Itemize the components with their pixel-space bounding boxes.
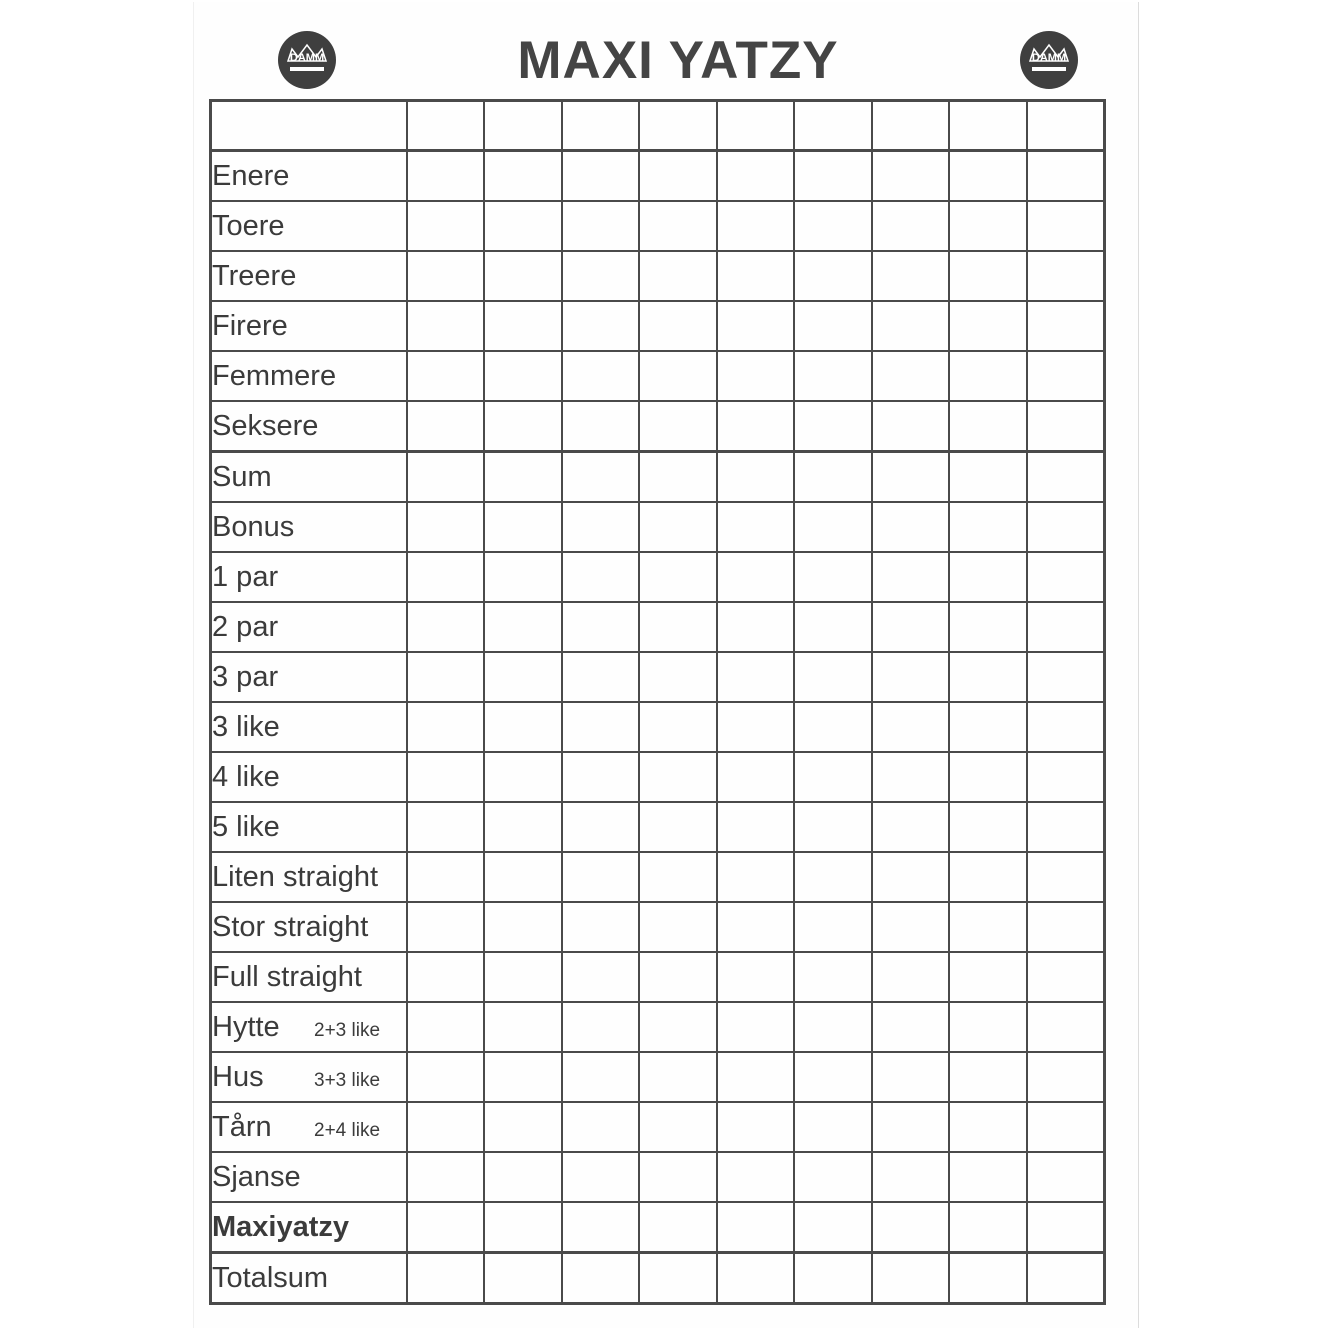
score-row — [211, 1102, 1105, 1152]
row-label — [211, 652, 407, 702]
row-label-text: Full straight — [212, 960, 362, 993]
score-cell[interactable] — [717, 1052, 795, 1102]
score-row — [211, 452, 1105, 503]
row-label-text: Liten straight — [212, 860, 379, 893]
score-cell[interactable] — [1027, 852, 1105, 902]
score-cell[interactable] — [639, 251, 717, 301]
score-cell[interactable] — [717, 251, 795, 301]
score-cell[interactable] — [484, 652, 562, 702]
score-cell[interactable] — [407, 401, 485, 452]
score-cell[interactable] — [639, 952, 717, 1002]
score-cell[interactable] — [872, 552, 950, 602]
score-cell[interactable] — [562, 752, 640, 802]
score-cell[interactable] — [639, 902, 717, 952]
score-cell[interactable] — [794, 802, 872, 852]
score-cell[interactable] — [949, 552, 1027, 602]
score-cell[interactable] — [717, 351, 795, 401]
score-cell[interactable] — [949, 952, 1027, 1002]
row-label — [211, 151, 407, 202]
score-cell[interactable] — [872, 301, 950, 351]
score-cell[interactable] — [639, 552, 717, 602]
score-cell[interactable] — [717, 902, 795, 952]
score-cell[interactable] — [949, 502, 1027, 552]
score-cell[interactable] — [407, 1102, 485, 1152]
score-row — [211, 852, 1105, 902]
score-cell[interactable] — [949, 852, 1027, 902]
score-cell[interactable] — [1027, 251, 1105, 301]
score-cell[interactable] — [562, 151, 640, 202]
score-row — [211, 902, 1105, 952]
score-row — [211, 552, 1105, 602]
score-cell[interactable] — [1027, 201, 1105, 251]
row-label — [211, 1202, 407, 1253]
score-cell[interactable] — [794, 502, 872, 552]
row-label — [211, 1253, 407, 1304]
row-label — [211, 902, 407, 952]
score-cell[interactable] — [717, 1202, 795, 1253]
row-label — [211, 502, 407, 552]
row-label-note: 2+3 like — [314, 1019, 381, 1041]
player-name-cell[interactable] — [717, 101, 795, 151]
row-label — [211, 752, 407, 802]
score-cell[interactable] — [639, 1253, 717, 1304]
score-cell[interactable] — [1027, 1152, 1105, 1202]
score-cell[interactable] — [872, 602, 950, 652]
row-label — [211, 201, 407, 251]
row-label — [211, 401, 407, 452]
row-label-text: 2 par — [212, 610, 279, 643]
row-label — [211, 301, 407, 351]
score-cell[interactable] — [1027, 602, 1105, 652]
score-cell[interactable] — [484, 1202, 562, 1253]
score-cell[interactable] — [1027, 452, 1105, 503]
score-cell[interactable] — [1027, 351, 1105, 401]
score-cell[interactable] — [1027, 552, 1105, 602]
score-cell[interactable] — [949, 401, 1027, 452]
score-cell[interactable] — [562, 602, 640, 652]
score-cell[interactable] — [639, 401, 717, 452]
score-cell[interactable] — [717, 201, 795, 251]
score-cell[interactable] — [872, 151, 950, 202]
player-name-cell[interactable] — [484, 101, 562, 151]
score-cell[interactable] — [949, 1253, 1027, 1304]
score-cell[interactable] — [717, 452, 795, 503]
score-cell[interactable] — [407, 151, 485, 202]
score-row — [211, 401, 1105, 452]
score-cell[interactable] — [717, 401, 795, 452]
score-cell[interactable] — [484, 1102, 562, 1152]
score-row — [211, 702, 1105, 752]
row-label-text: Firere — [212, 309, 288, 342]
score-cell[interactable] — [639, 1202, 717, 1253]
score-cell[interactable] — [1027, 401, 1105, 452]
row-label-text: Hytte — [212, 1010, 280, 1043]
row-label-text: Enere — [212, 159, 290, 192]
row-label — [211, 251, 407, 301]
score-cell[interactable] — [872, 1152, 950, 1202]
row-label — [211, 552, 407, 602]
score-cell[interactable] — [407, 902, 485, 952]
row-label — [211, 802, 407, 852]
score-cell[interactable] — [407, 1002, 485, 1052]
score-row — [211, 251, 1105, 301]
score-cell[interactable] — [794, 1002, 872, 1052]
score-cell[interactable] — [949, 1102, 1027, 1152]
score-cell[interactable] — [562, 952, 640, 1002]
score-cell[interactable] — [872, 702, 950, 752]
score-cell[interactable] — [794, 301, 872, 351]
score-cell[interactable] — [794, 702, 872, 752]
score-cell[interactable] — [484, 852, 562, 902]
row-label — [211, 1052, 407, 1102]
score-cell[interactable] — [639, 652, 717, 702]
score-cell[interactable] — [484, 1253, 562, 1304]
score-cell[interactable] — [949, 301, 1027, 351]
row-label — [211, 702, 407, 752]
score-cell[interactable] — [407, 1152, 485, 1202]
score-row — [211, 502, 1105, 552]
score-cell[interactable] — [794, 151, 872, 202]
score-cell[interactable] — [949, 151, 1027, 202]
score-cell[interactable] — [407, 1052, 485, 1102]
score-cell[interactable] — [484, 452, 562, 503]
score-cell[interactable] — [639, 1052, 717, 1102]
score-cell[interactable] — [794, 201, 872, 251]
score-cell[interactable] — [407, 952, 485, 1002]
score-cell[interactable] — [407, 502, 485, 552]
score-cell[interactable] — [717, 752, 795, 802]
score-cell[interactable] — [639, 702, 717, 752]
score-row — [211, 802, 1105, 852]
score-cell[interactable] — [562, 301, 640, 351]
score-cell[interactable] — [1027, 1052, 1105, 1102]
score-cell[interactable] — [949, 752, 1027, 802]
score-cell[interactable] — [484, 802, 562, 852]
score-cell[interactable] — [1027, 652, 1105, 702]
score-cell[interactable] — [794, 752, 872, 802]
player-name-cell[interactable] — [562, 101, 640, 151]
score-cell[interactable] — [562, 1202, 640, 1253]
score-cell[interactable] — [484, 702, 562, 752]
score-cell[interactable] — [562, 902, 640, 952]
score-cell[interactable] — [639, 301, 717, 351]
row-label — [211, 1152, 407, 1202]
score-cell[interactable] — [872, 201, 950, 251]
logo-text: DAMM — [1031, 52, 1067, 64]
score-cell[interactable] — [484, 502, 562, 552]
row-label-text: 3 par — [212, 660, 279, 693]
score-cell[interactable] — [1027, 1202, 1105, 1253]
score-cell[interactable] — [872, 1253, 950, 1304]
score-cell[interactable] — [949, 351, 1027, 401]
score-cell[interactable] — [794, 401, 872, 452]
score-row — [211, 752, 1105, 802]
score-cell[interactable] — [717, 552, 795, 602]
score-cell[interactable] — [872, 452, 950, 503]
score-cell[interactable] — [639, 201, 717, 251]
player-name-cell[interactable] — [872, 101, 950, 151]
score-cell[interactable] — [639, 351, 717, 401]
score-cell[interactable] — [794, 1253, 872, 1304]
score-row — [211, 652, 1105, 702]
score-cell[interactable] — [1027, 752, 1105, 802]
row-label-text: Bonus — [212, 510, 295, 543]
score-cell[interactable] — [717, 1102, 795, 1152]
row-label-text: 1 par — [212, 560, 279, 593]
row-label — [211, 852, 407, 902]
score-cell[interactable] — [562, 852, 640, 902]
player-name-cell[interactable] — [794, 101, 872, 151]
row-label-text: Sum — [212, 460, 272, 493]
score-cell[interactable] — [562, 802, 640, 852]
score-cell[interactable] — [562, 552, 640, 602]
score-cell[interactable] — [484, 251, 562, 301]
score-cell[interactable] — [1027, 1253, 1105, 1304]
row-label-text: Hus — [212, 1060, 264, 1093]
score-cell[interactable] — [717, 151, 795, 202]
score-cell[interactable] — [1027, 502, 1105, 552]
score-cell[interactable] — [407, 301, 485, 351]
score-cell[interactable] — [949, 452, 1027, 503]
score-cell[interactable] — [1027, 952, 1105, 1002]
score-cell[interactable] — [562, 502, 640, 552]
row-label — [211, 1102, 407, 1152]
score-cell[interactable] — [562, 452, 640, 503]
header-corner-cell — [211, 101, 407, 151]
score-cell[interactable] — [949, 1052, 1027, 1102]
score-cell[interactable] — [949, 1002, 1027, 1052]
player-name-cell[interactable] — [639, 101, 717, 151]
row-label — [211, 602, 407, 652]
score-cell[interactable] — [484, 952, 562, 1002]
score-cell[interactable] — [562, 652, 640, 702]
score-cell[interactable] — [794, 351, 872, 401]
score-cell[interactable] — [794, 1052, 872, 1102]
logo-text: DAMM — [289, 52, 325, 64]
score-cell[interactable] — [484, 752, 562, 802]
score-cell[interactable] — [562, 351, 640, 401]
row-label-note: 2+4 like — [314, 1119, 381, 1141]
score-cell[interactable] — [562, 1002, 640, 1052]
score-cell[interactable] — [1027, 1002, 1105, 1052]
row-label-text: Seksere — [212, 409, 319, 442]
score-cell[interactable] — [562, 201, 640, 251]
score-cell[interactable] — [717, 1253, 795, 1304]
score-cell[interactable] — [484, 151, 562, 202]
score-cell[interactable] — [794, 1152, 872, 1202]
score-cell[interactable] — [484, 1052, 562, 1102]
score-cell[interactable] — [872, 902, 950, 952]
row-label — [211, 1002, 407, 1052]
score-cell[interactable] — [949, 652, 1027, 702]
row-label-text: 5 like — [212, 810, 280, 843]
score-cell[interactable] — [794, 1102, 872, 1152]
score-cell[interactable] — [717, 502, 795, 552]
row-label-text: Tårn — [212, 1110, 272, 1143]
score-cell[interactable] — [484, 401, 562, 452]
score-cell[interactable] — [407, 852, 485, 902]
score-cell[interactable] — [872, 852, 950, 902]
score-cell[interactable] — [407, 452, 485, 503]
score-cell[interactable] — [872, 502, 950, 552]
score-cell[interactable] — [872, 1002, 950, 1052]
score-cell[interactable] — [484, 1002, 562, 1052]
score-cell[interactable] — [717, 602, 795, 652]
score-row — [211, 1202, 1105, 1253]
row-label-text: Treere — [212, 259, 297, 292]
player-name-cell[interactable] — [949, 101, 1027, 151]
score-row — [211, 602, 1105, 652]
row-label-text: 4 like — [212, 760, 280, 793]
score-cell[interactable] — [872, 1052, 950, 1102]
score-cell[interactable] — [872, 251, 950, 301]
score-cell[interactable] — [562, 251, 640, 301]
score-cell[interactable] — [872, 752, 950, 802]
row-label-text: Toere — [212, 209, 285, 242]
score-cell[interactable] — [407, 1202, 485, 1253]
score-cell[interactable] — [639, 151, 717, 202]
score-cell[interactable] — [407, 251, 485, 301]
score-cell[interactable] — [407, 602, 485, 652]
score-cell[interactable] — [794, 952, 872, 1002]
score-row — [211, 1052, 1105, 1102]
page-title: MAXI YATZY — [517, 31, 839, 90]
score-cell[interactable] — [639, 1102, 717, 1152]
score-cell[interactable] — [949, 702, 1027, 752]
score-cell[interactable] — [484, 602, 562, 652]
score-cell[interactable] — [794, 251, 872, 301]
row-label-text: Stor straight — [212, 910, 369, 943]
score-cell[interactable] — [717, 301, 795, 351]
score-row — [211, 151, 1105, 202]
score-cell[interactable] — [407, 652, 485, 702]
score-cell[interactable] — [872, 351, 950, 401]
score-cell[interactable] — [794, 602, 872, 652]
score-row — [211, 1152, 1105, 1202]
score-cell[interactable] — [639, 802, 717, 852]
score-cell[interactable] — [562, 1102, 640, 1152]
score-cell[interactable] — [949, 201, 1027, 251]
row-label — [211, 952, 407, 1002]
score-cell[interactable] — [407, 552, 485, 602]
damm-logo-left — [278, 31, 336, 89]
score-cell[interactable] — [562, 401, 640, 452]
score-cell[interactable] — [407, 201, 485, 251]
row-label — [211, 351, 407, 401]
score-cell[interactable] — [407, 802, 485, 852]
score-row — [211, 301, 1105, 351]
score-cell[interactable] — [872, 952, 950, 1002]
score-cell[interactable] — [484, 301, 562, 351]
score-cell[interactable] — [717, 1002, 795, 1052]
score-cell[interactable] — [1027, 151, 1105, 202]
score-row — [211, 1002, 1105, 1052]
score-row — [211, 201, 1105, 251]
score-cell[interactable] — [639, 452, 717, 503]
score-cell[interactable] — [639, 1152, 717, 1202]
score-cell[interactable] — [1027, 1102, 1105, 1152]
row-label-text: Femmere — [212, 359, 337, 392]
score-cell[interactable] — [949, 802, 1027, 852]
row-label-text: Maxiyatzy — [212, 1210, 350, 1243]
row-label — [211, 452, 407, 503]
score-cell[interactable] — [717, 952, 795, 1002]
score-cell[interactable] — [949, 902, 1027, 952]
score-cell[interactable] — [1027, 702, 1105, 752]
score-cell[interactable] — [872, 1102, 950, 1152]
score-cell[interactable] — [1027, 802, 1105, 852]
score-cell[interactable] — [717, 852, 795, 902]
score-cell[interactable] — [1027, 902, 1105, 952]
score-cell[interactable] — [562, 702, 640, 752]
score-cell[interactable] — [794, 552, 872, 602]
score-cell[interactable] — [872, 802, 950, 852]
score-cell[interactable] — [872, 1202, 950, 1253]
score-cell[interactable] — [949, 1202, 1027, 1253]
score-row — [211, 351, 1105, 401]
score-cell[interactable] — [717, 652, 795, 702]
score-cell[interactable] — [717, 1152, 795, 1202]
score-table — [209, 99, 1106, 1305]
score-cell[interactable] — [794, 452, 872, 503]
score-cell[interactable] — [949, 602, 1027, 652]
score-cell[interactable] — [639, 752, 717, 802]
row-label-text: Sjanse — [212, 1160, 301, 1193]
score-cell[interactable] — [407, 351, 485, 401]
score-cell[interactable] — [639, 852, 717, 902]
score-cell[interactable] — [407, 752, 485, 802]
score-cell[interactable] — [794, 652, 872, 702]
score-cell[interactable] — [717, 702, 795, 752]
header-row — [211, 101, 1105, 151]
row-label-text: 3 like — [212, 710, 280, 743]
score-cell[interactable] — [562, 1052, 640, 1102]
damm-logo-right — [1020, 31, 1078, 89]
score-cell[interactable] — [872, 652, 950, 702]
score-cell[interactable] — [1027, 301, 1105, 351]
row-label-text: Totalsum — [212, 1261, 329, 1294]
score-cell[interactable] — [794, 902, 872, 952]
player-name-cell[interactable] — [407, 101, 485, 151]
score-cell[interactable] — [484, 351, 562, 401]
score-cell[interactable] — [639, 502, 717, 552]
score-cell[interactable] — [562, 1152, 640, 1202]
score-cell[interactable] — [407, 1253, 485, 1304]
score-cell[interactable] — [949, 1152, 1027, 1202]
score-cell[interactable] — [717, 802, 795, 852]
score-cell[interactable] — [794, 1202, 872, 1253]
score-cell[interactable] — [639, 1002, 717, 1052]
score-cell[interactable] — [872, 401, 950, 452]
score-cell[interactable] — [794, 852, 872, 902]
score-cell[interactable] — [484, 1152, 562, 1202]
score-cell[interactable] — [484, 201, 562, 251]
score-cell[interactable] — [949, 251, 1027, 301]
row-label-note: 3+3 like — [314, 1069, 381, 1091]
score-cell[interactable] — [407, 702, 485, 752]
score-cell[interactable] — [639, 602, 717, 652]
player-name-cell[interactable] — [1027, 101, 1105, 151]
score-cell[interactable] — [562, 1253, 640, 1304]
score-row — [211, 952, 1105, 1002]
score-cell[interactable] — [484, 902, 562, 952]
score-row — [211, 1253, 1105, 1304]
score-cell[interactable] — [484, 552, 562, 602]
